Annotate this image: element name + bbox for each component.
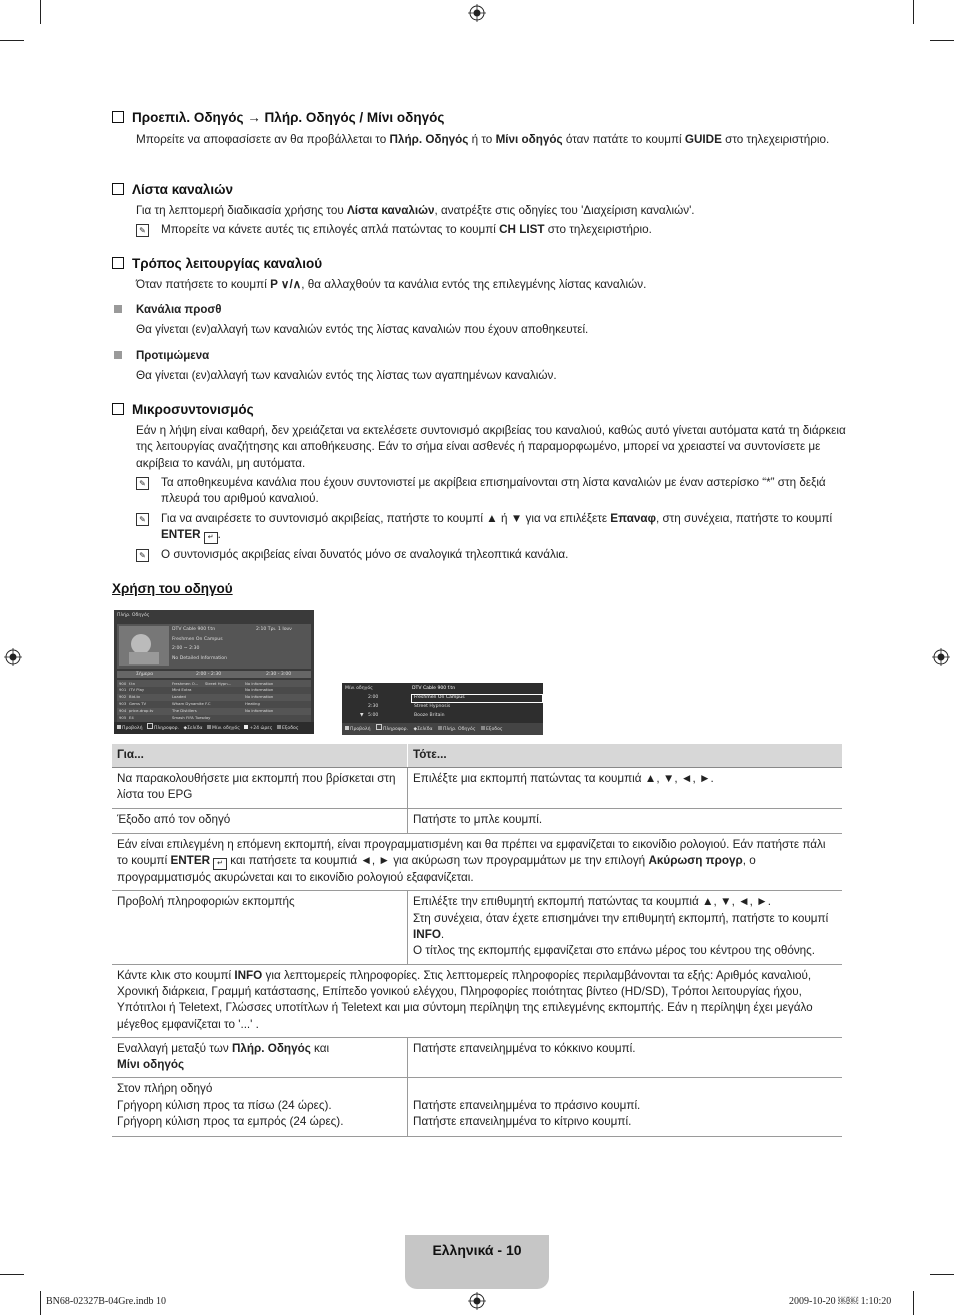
info-key-icon: [147, 723, 153, 729]
crop-mark: [913, 0, 914, 24]
table-row: Να παρακολουθήσετε μια εκπομπή που βρίσκεται στη λίστα του EPG Επιλέξτε μια εκπομπή πατώντας τα κουμπιά ▲, ▼, ◄, ►.: [112, 768, 842, 809]
page-label-tab: [405, 1235, 549, 1289]
sub-item-favourites: Προτιμώμενα: [114, 349, 209, 362]
crop-mark: [930, 1274, 954, 1275]
note-icon: ✎: [136, 477, 149, 490]
table-row: Εναλλαγή μεταξύ των Πλήρ. Οδηγός και Μίνι οδηγός Πατήστε επανειλημμένα το κόκκινο κουμπί.: [112, 1037, 842, 1078]
table-header-then: Τότε...: [408, 744, 843, 768]
guide-heading: Χρήση του οδηγού: [112, 581, 233, 596]
down-arrow-icon: ▼: [360, 713, 364, 718]
checkbox-bullet-icon: [112, 111, 124, 123]
crop-mark: [930, 40, 954, 41]
crop-mark: [0, 40, 24, 41]
note-icon: ✎: [136, 549, 149, 562]
page-label: Ελληνικά - 10: [432, 1242, 522, 1258]
square-bullet-icon: [114, 305, 122, 313]
print-footer-date: 2009-10-20 ￼￼ 1:10:20: [789, 1296, 892, 1307]
guide-grid-row: 901 ITV Play Mint Extra No information: [117, 687, 311, 694]
registration-mark-icon: [4, 648, 22, 666]
enter-key-icon: [117, 725, 121, 729]
guide-grid-row: 903 Gems TV Wham Dynamite F.C Heating: [117, 701, 311, 708]
enter-key-icon: ↵: [213, 858, 227, 870]
section-title-fine-tune: Μικροσυντονισμός: [112, 402, 254, 417]
note: ✎ Μπορείτε να κάνετε αυτές τις επιλογές απλά πατώντας το κουμπί CH LIST στο τηλεχειριστήριο.: [136, 222, 846, 238]
sub-item-added-channels: Κανάλια προσθ: [114, 303, 221, 316]
section-body: Εάν η λήψη είναι καθαρή, δεν χρειάζεται να εκτελέσετε συντονισμό ακριβείας του καναλιού, καθώς αυτό γίνεται αυτόματα κατά τη διάρκεια της λειτουργίας αναζήτησης και αποθήκευσης. Εάν το σήμα είναι ασθενές ή παραμορφωμένο, μπορεί να χρειαστεί να συντονίσετε με ακρίβεια το κανάλι, μη αυτόματα.: [136, 424, 846, 470]
sub-item-text: Θα γίνεται (εν)αλλαγή των καναλιών εντός της λίστας καναλιών που έχουν αποθηκευτεί.: [136, 323, 589, 336]
section-body: Μπορείτε να αποφασίσετε αν θα προβάλλεται το Πλήρ. Οδηγός ή το Μίνι οδηγός όταν πατάτε το κουμπί GUIDE στο τηλεχειριστήριο.: [136, 133, 830, 146]
sub-item-text: Θα γίνεται (εν)αλλαγή των καναλιών εντός της λίστας των αγαπημένων καναλιών.: [136, 369, 557, 382]
info-key-icon: [376, 724, 382, 730]
red-key-icon: [438, 726, 442, 730]
exit-key-icon: [481, 726, 485, 730]
crop-mark: [913, 1291, 914, 1315]
registration-mark-icon: [468, 4, 486, 22]
table-row: Έξοδο από τον οδηγό Πατήστε το μπλε κουμπί.: [112, 808, 842, 833]
note: ✎ Ο συντονισμός ακριβείας είναι δυνατός μόνο σε αναλογικά τηλεοπτικά κανάλια.: [136, 547, 846, 563]
section-body: Για τη λεπτομερή διαδικασία χρήσης του Λίστα καναλιών, ανατρέξτε στις οδηγίες του 'Διαχείριση καναλιών'.: [136, 204, 695, 217]
up-down-icon: ◆: [413, 727, 418, 732]
table-header-for: Για...: [112, 744, 408, 768]
up-down-icon: ◆: [183, 726, 188, 731]
guide-grid-row: 905 E4 Smash FIFA Tuesday: [117, 715, 311, 722]
mini-guide-screen: Μίνι οδηγός DTV Cable 900 f.tn 2:00 Freshmen On Campus 2:30 Street Hypnosis ▼ 5:00 Booze Britain Προβολή Πληροφορ. ◆Σελίδα Πλήρ. Οδηγός Εξοδος: [342, 683, 543, 735]
checkbox-bullet-icon: [112, 403, 124, 415]
table-row: Εάν είναι επιλεγμένη η επόμενη εκπομπή, είναι προγραμματισμένη και θα πρέπει να εμφανίζεται το εικονίδιο ρολογιού. Εάν πατήστε πάλι το κουμπί ENTER ↵ και πατήσετε τα κουμπιά ◄, ► για ακύρωση των προγραμμάτων με την επιλογή Ακύρωση προγρ, ο προγραμματισμός ακυρώνεται και το εικονίδιο ρολογιού εξαφανίζεται.: [112, 833, 842, 891]
note-icon: ✎: [136, 224, 149, 237]
guide-grid-row: 904 price-drop.tv The Distillers No information: [117, 708, 311, 715]
table-row: Κάντε κλικ στο κουμπί INFO για λεπτομερείς πληροφορίες. Στις λεπτομερείς πληροφορίες περιλαμβάνονται τα εξής: Αριθμός καναλιού, Χρονική διάρκεια, Γραμμή κατάστασης, Επίπεδο γονικού ελέγχου, Πληροφορίες ποιότητας βίντεο (HD/SD), Τρόποι λειτουργίας ήχου, Υπότιτλοι ή Teletext, Γλώσσες υποτίτλων ή Teletext και μια σύντομη περίληψη της επιλεγμένης εκπομπής. Εάν η περίληψη έχει μεγάλο μέγεθος εμφανίζεται το '...' .: [112, 964, 842, 1037]
enter-key-icon: ↵: [204, 532, 218, 544]
crop-mark: [40, 0, 41, 24]
registration-mark-icon: [932, 648, 950, 666]
checkbox-bullet-icon: [112, 183, 124, 195]
note: ✎ Για να αναιρέσετε το συντονισμό ακριβείας, πατήστε το κουμπί ▲ ή ▼ για να επιλέξετε Επαναφ, στη συνέχεια, πατήστε το κουμπί ENTER ↵ .: [136, 511, 846, 544]
note-icon: ✎: [136, 513, 149, 526]
section-title-channel-list: Λίστα καναλιών: [112, 182, 233, 197]
section-title-default-guide: Προεπιλ. Οδηγός → Πλήρ. Οδηγός / Μίνι οδηγός: [112, 110, 444, 125]
exit-key-icon: [277, 725, 281, 729]
square-bullet-icon: [114, 351, 122, 359]
section-title-channel-mode: Τρόπος λειτουργίας καναλιού: [112, 256, 322, 271]
enter-key-icon: [345, 726, 349, 730]
full-guide-legend: Προβολή Πληροφορ. ◆Σελίδα Μίνι οδηγός +24 ώρες Εξοδος: [114, 722, 314, 734]
green-key-icon: [244, 725, 248, 729]
crop-mark: [40, 1291, 41, 1315]
full-guide-screen: Πλήρ. Οδηγός DTV Cable 900 f.tn 2:10 Τρι. 1 Ιουν Freshmen On Campus 2:00 ~ 2:30 No Detailed Information Σήμερα 2:00 - 2:30 2:30 - 3:00 900 f.tn Freshmen O... Street Hypn... No information 901 ITV Play Mint Extra No information 902 Bid-tv Loaded No information 903 Gems TV Wham Dynamite F.C Heating 904 price-drop.tv The Distillers No information 905 E4 Smash FIFA Tuesday Προβολή Πληροφορ. ◆Σελίδα Μίνι οδηγός +24 ώρες Εξοδος: [114, 610, 314, 734]
mini-guide-legend: Προβολή Πληροφορ. ◆Σελίδα Πλήρ. Οδηγός Εξοδος: [342, 723, 543, 735]
section-body: Όταν πατήσετε το κουμπί P ∨/∧, θα αλλαχθούν τα κανάλια εντός της επιλεγμένης λίστας καναλιών.: [136, 278, 647, 291]
guide-grid-row: 902 Bid-tv Loaded No information: [117, 694, 311, 701]
checkbox-bullet-icon: [112, 257, 124, 269]
program-thumbnail-icon: [119, 626, 169, 666]
table-header-row: [112, 744, 842, 768]
print-footer-file: BN68-02327B-04Gre.indb 10: [46, 1296, 166, 1307]
guide-usage-table: [112, 744, 842, 1137]
guide-grid-row: 900 f.tn Freshmen O... Street Hypn... No information: [117, 680, 311, 687]
table-row: Προβολή πληροφοριών εκπομπής Επιλέξτε την επιθυμητή εκπομπή πατώντας τα κουμπιά ▲, ▼, ◄, ►. Στη συνέχεια, όταν έχετε επισημάνει την επιθυμητή εκπομπή, πατήστε το κουμπί INFO. Ο τίτλος της εκπομπής εμφανίζεται στο επάνω μέρος του κέντρου της οθόνης.: [112, 891, 842, 964]
full-guide-title: Πλήρ. Οδηγός: [117, 613, 150, 618]
table-row: Στον πλήρη οδηγό Γρήγορη κύλιση προς τα πίσω (24 ώρες). Γρήγορη κύλιση προς τα εμπρός (24 ώρες). Πατήστε επανειλημμένα το πράσινο κουμπί. Πατήστε επανειλημμένα το κίτρινο κουμπί.: [112, 1078, 842, 1137]
registration-mark-icon: [468, 1292, 486, 1310]
mini-guide-title: Μίνι οδηγός: [345, 686, 373, 691]
red-key-icon: [207, 725, 211, 729]
crop-mark: [0, 1274, 24, 1275]
note: ✎ Τα αποθηκευμένα κανάλια που έχουν συντονιστεί με ακρίβεια επισημαίνονται στη λίστα καναλιών με έναν αστερίσκο “*” στη δεξιά πλευρά του αριθμού καναλιού.: [136, 475, 846, 508]
